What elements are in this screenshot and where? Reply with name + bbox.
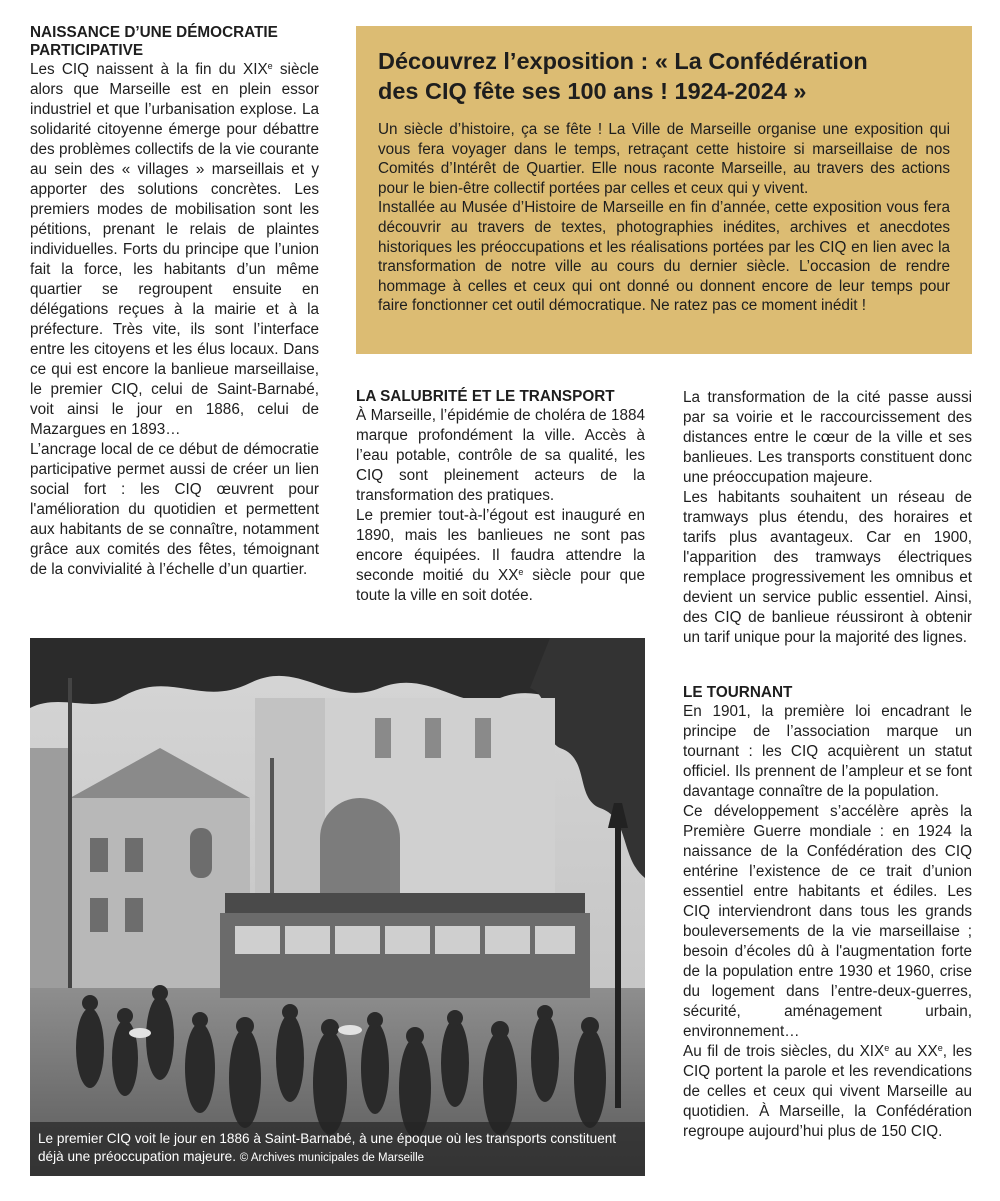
photo-caption: Le premier CIQ voit le jour en 1886 à Saint-Barnabé, à une époque où les transports constituent déjà une préoccupation majeure. © Archives municipales de Marseille (30, 1122, 645, 1176)
exhibition-body (378, 120, 950, 316)
paragraph: À Marseille, l’épidémie de choléra de 1884 marque profondément la ville. Accès à l’eau potable, contrôle de sa qualité, les CIQ sont pleinement acteurs de la transformation des pratiques. (356, 407, 645, 504)
photo-credit: © Archives municipales de Marseille (239, 1152, 425, 1164)
paragraph: Un siècle d’histoire, ça se fête ! La Ville de Marseille organise une exposition qui vous fera voyager dans le temps, retraçant cette histoire si marseillaise de nos Comités d’Intérêt de Quartier. Elle nous raconte Marseille, au travers des actions pour le bien-être collectif portées par celles et ceux qui y vivent. (378, 121, 950, 197)
paragraph: Les habitants souhaitent un réseau de tramways plus étendu, des horaires et tarifs plus avantageux. Car en 1900, l'apparition des tramways électriques remplace progressivement les omnibus et devient un service public essentiel. Ainsi, des CIQ de banlieue réussiront à obtenir un tarif unique pour la majorité des lignes. (683, 489, 972, 646)
section-transport (683, 388, 972, 648)
exhibition-box (356, 26, 972, 354)
paragraph: Installée au Musée d’Histoire de Marseille en fin d’année, cette exposition vous fera découvrir au travers de textes, photographies inédites, archives et anecdotes historiques les préoccupations et les réalisations portées par les CIQ en lien avec la transformation de notre ville au cours du dernier siècle. L’occasion de rendre hommage à celles et ceux qui ont donné ou donnent encore de leur temps pour faire fonctionner cet outil démocratique. Ne ratez pas ce moment inédit ! (378, 199, 950, 315)
section-tournant (683, 684, 972, 1142)
section-heading: LA SALUBRITÉ ET LE TRANSPORT (356, 388, 615, 405)
paragraph: La transformation de la cité passe aussi par sa voirie et le raccourcissement des distances entre le cœur de la ville et ses banlieues. Les transports constituent donc une préoccupation majeure. (683, 389, 972, 486)
tram-church-illustration (30, 638, 645, 1176)
paragraph: En 1901, la première loi encadrant le principe de l’association marque un tournant : les CIQ acquièrent un statut officiel. Ils prennent de l’ampleur et se font davantage connaître de la population. (683, 703, 972, 800)
section-heading: LE TOURNANT (683, 684, 793, 701)
section-naissance (30, 24, 319, 580)
section-salubrite (356, 388, 645, 606)
paragraph: Ce développement s’accélère après la Première Guerre mondiale : en 1924 la naissance de la Confédération des CIQ entérine l’existence de ce trait d’union essentiel entre habitants et édiles. Les CIQ interviendront dans tous les grands bouleversements de la vie marseillaise ; besoin d’écoles dû à l'augmentation forte de la population entre 1930 et 1960, crise du logement dans l’entre-deux-guerres, sécurité, aménagement urbain, environnement… (683, 803, 972, 1040)
paragraph: Au fil de trois siècles, du XIXe au XXe, les CIQ portent la parole et les revendications de celles et ceux qui vivent Marseille au quotidien. À Marseille, la Confédération regroupe aujourd’hui plus de 150 CIQ. (683, 1043, 972, 1140)
section-heading: NAISSANCE D’UNE DÉMOCRATIE PARTICIPATIVE (30, 24, 278, 59)
exhibition-title: Découvrez l’exposition : « La Confédération des CIQ fête ses 100 ans ! 1924-2024 » (378, 48, 868, 104)
paragraph: L’ancrage local de ce début de démocratie participative permet aussi de créer un lien social fort : les CIQ œuvrent pour l'amélioration du quotidien et permettent aux habitants de se connaître, notamment grâce aux comités des fêtes, témoignant de la convivialité à l’échelle d’un quartier. (30, 441, 319, 578)
historic-photo (30, 638, 645, 1176)
paragraph: Les CIQ naissent à la fin du XIXe siècle alors que Marseille est en plein essor industriel et que l’urbanisation explose. La solidarité citoyenne émerge pour débattre des problèmes collectifs de la vie courante au sein des « villages » marseillais et y apporter des solutions concrètes. Les premiers modes de mobilisation sont les pétitions, prenant le relais de plaintes individuelles. Forts du principe que l’union fait la force, les habitants d’un même quartier se regroupent ensuite en délégations reçues à la mairie et à la préfecture. Très vite, ils sont l’interface entre les citoyens et les élus locaux. Dans ce qui est encore la banlieue marseillaise, le premier CIQ, celui de Saint-Barnabé, voit ainsi le jour en 1886, celui de Mazargues en 1893… (30, 61, 320, 438)
paragraph: Le premier tout-à-l’égout est inauguré en 1890, mais les banlieues ne sont pas encore équipées. Il faudra attendre la seconde moitié du XXe siècle pour que toute la ville en soit dotée. (356, 507, 646, 604)
